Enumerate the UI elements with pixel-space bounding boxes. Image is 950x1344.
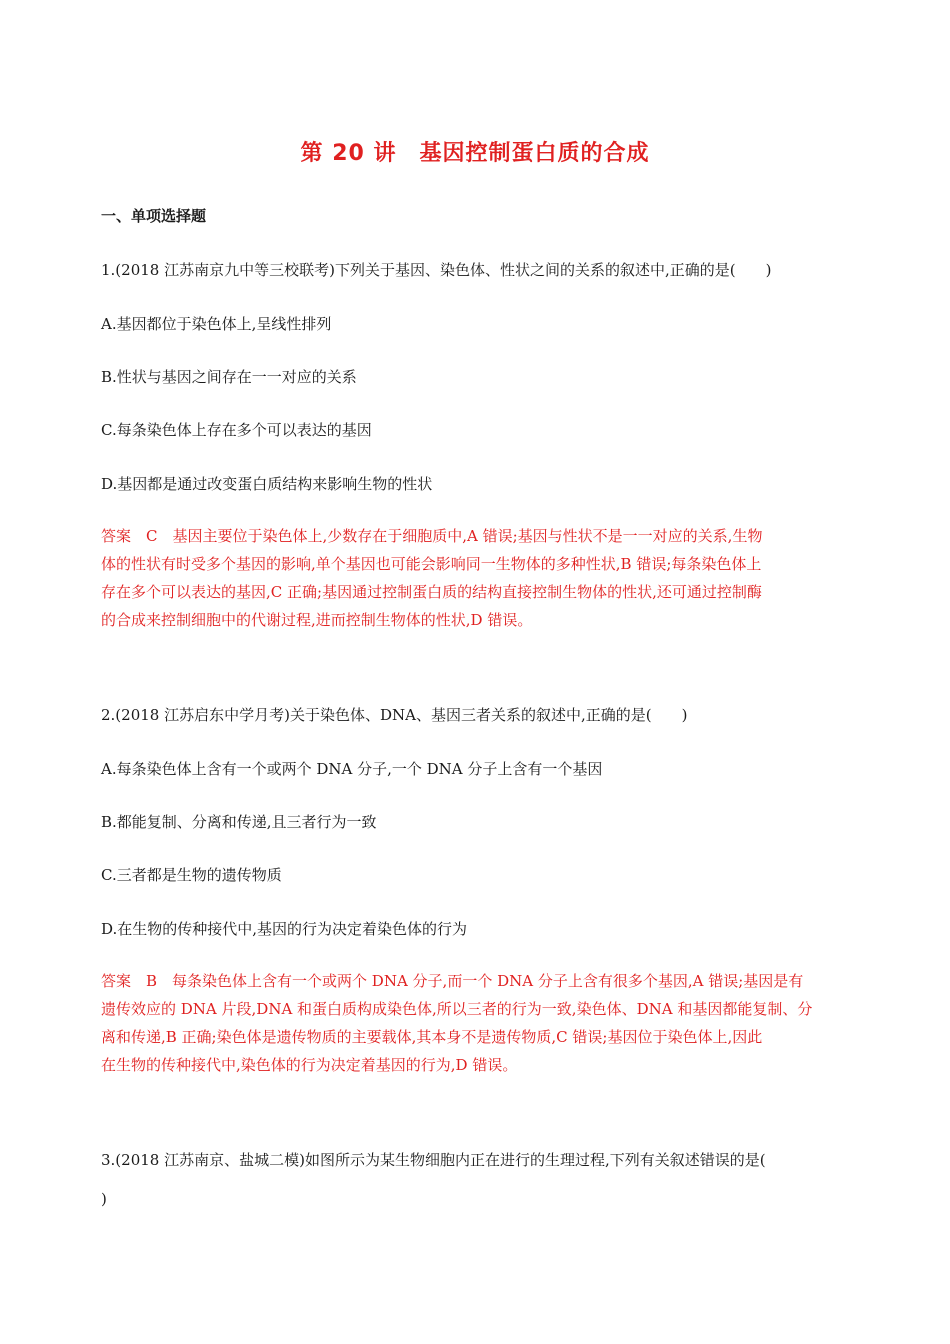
answer-line: 答案 C 基因主要位于染色体上,少数存在于细胞质中,A 错误;基因与性状不是一一对应的关系,生物: [101, 527, 763, 545]
page-title: 第 20 讲 基因控制蛋白质的合成: [300, 141, 650, 166]
answer-line: 的合成来控制细胞中的代谢过程,进而控制生物体的性状,D 错误。: [101, 611, 533, 629]
question-1-option-d: D.基因都是通过改变蛋白质结构来影响生物的性状: [101, 475, 433, 493]
question-1-stem: 1.(2018 江苏南京九中等三校联考)下列关于基因、染色体、性状之间的关系的叙述中,正确的是( ): [101, 261, 772, 279]
question-2-answer: [101, 967, 851, 1079]
section-heading: 一、单项选择题: [101, 207, 207, 225]
answer-line: 在生物的传种接代中,染色体的行为决定着基因的行为,D 错误。: [101, 1056, 518, 1074]
answer-line: 体的性状有时受多个基因的影响,单个基因也可能会影响同一生物体的多种性状,B 错误;每条染色体上: [101, 555, 762, 573]
question-1-option-c: C.每条染色体上存在多个可以表达的基因: [101, 421, 372, 439]
question-2-option-d: D.在生物的传种接代中,基因的行为决定着染色体的行为: [101, 920, 468, 938]
answer-line: 离和传递,B 正确;染色体是遗传物质的主要载体,其本身不是遗传物质,C 错误;基因位于染色体上,因此: [101, 1028, 763, 1046]
question-2-option-b: B.都能复制、分离和传递,且三者行为一致: [101, 813, 377, 831]
question-3-stem: 3.(2018 江苏南京、盐城二模)如图所示为某生物细胞内正在进行的生理过程,下列有关叙述错误的是(: [101, 1151, 766, 1169]
question-1-option-b: B.性状与基因之间存在一一对应的关系: [101, 368, 357, 386]
question-1-option-a: A.基因都位于染色体上,呈线性排列: [101, 315, 332, 333]
answer-line: 答案 B 每条染色体上含有一个或两个 DNA 分子,而一个 DNA 分子上含有很多个基因,A 错误;基因是有: [101, 972, 804, 990]
answer-line: 遗传效应的 DNA 片段,DNA 和蛋白质构成染色体,所以三者的行为一致,染色体、DNA 和基因都能复制、分: [101, 1000, 813, 1018]
question-2-stem: 2.(2018 江苏启东中学月考)关于染色体、DNA、基因三者关系的叙述中,正确的是( ): [101, 706, 688, 724]
question-3-stem-continued: ): [101, 1190, 107, 1208]
answer-line: 存在多个可以表达的基因,C 正确;基因通过控制蛋白质的结构直接控制生物体的性状,还可通过控制酶: [101, 583, 762, 601]
question-2-option-a: A.每条染色体上含有一个或两个 DNA 分子,一个 DNA 分子上含有一个基因: [101, 760, 603, 778]
question-2-option-c: C.三者都是生物的遗传物质: [101, 866, 282, 884]
question-1-answer: [101, 522, 851, 634]
